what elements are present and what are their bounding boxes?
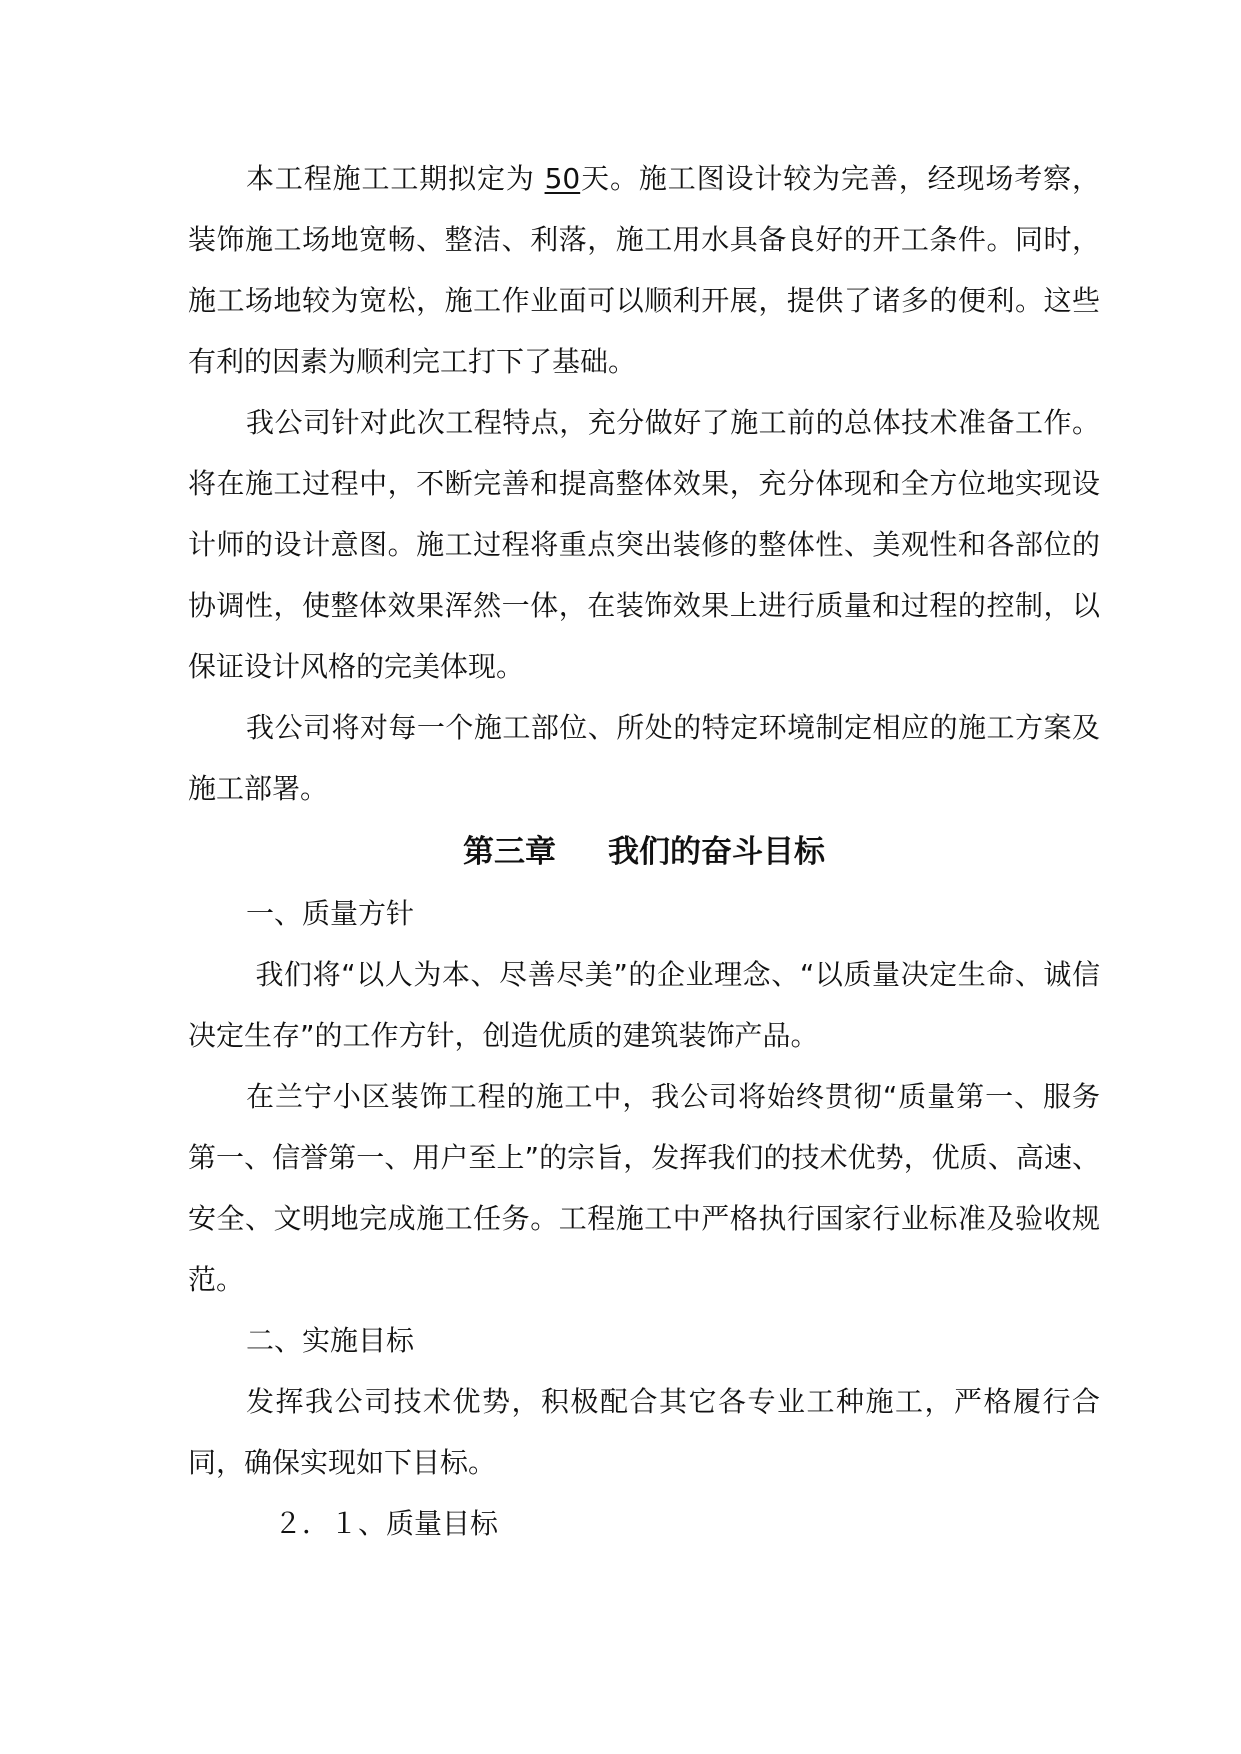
quality-policy-paragraph: 我们将“以人为本、尽善尽美”的企业理念、“以质量决定生命、诚信决定生存”的工作方针，创造优质的建筑装饰产品。 xyxy=(188,958,1100,1052)
quality-commitment-paragraph: 在兰宁小区装饰工程的施工中，我公司将始终贯彻“质量第一、服务第一、信誉第一、用户至上”的宗旨，发挥我们的技术优势，优质、高速、安全、文明地完成施工任务。工程施工中严格执行国家行业标准及验收规范。 xyxy=(188,1080,1100,1296)
document-body xyxy=(188,148,1100,1554)
intro-paragraph-schedule xyxy=(188,148,1100,392)
chapter-title: 我们的奋斗目标 xyxy=(608,834,825,870)
section-heading-targets: 二、实施目标 xyxy=(246,1324,415,1357)
targets-paragraph: 发挥我公司技术优势，积极配合其它各专业工种施工，严格履行合同，确保实现如下目标。 xyxy=(188,1385,1100,1479)
chapter-heading xyxy=(188,819,1100,883)
subsection-heading-quality-target: ２．１、质量目标 xyxy=(274,1507,499,1540)
schedule-suffix: 天。施工图设计较为完善，经现场考察，装饰施工场地宽畅、整洁、利落，施工用水具备良好的开工条件。同时，施工场地较为宽松，施工作业面可以顺利开展，提供了诸多的便利。这些有利的因素为顺利完工打下了基础。 xyxy=(188,162,1100,378)
schedule-prefix: 本工程施工工期拟定为 xyxy=(246,162,545,195)
section-heading-quality-policy: 一、质量方针 xyxy=(246,897,415,930)
intro-paragraph-preparation: 我公司针对此次工程特点，充分做好了施工前的总体技术准备工作。将在施工过程中，不断完善和提高整体效果，充分体现和全方位地实现设计师的设计意图。施工过程将重点突出装修的整体性、美观性和各部位的协调性，使整体效果浑然一体，在装饰效果上进行质量和过程的控制，以保证设计风格的完美体现。 xyxy=(188,406,1100,683)
schedule-days: 50 xyxy=(544,162,581,195)
chapter-number: 第三章 xyxy=(463,834,556,870)
intro-paragraph-plan: 我公司将对每一个施工部位、所处的特定环境制定相应的施工方案及施工部署。 xyxy=(188,711,1100,805)
